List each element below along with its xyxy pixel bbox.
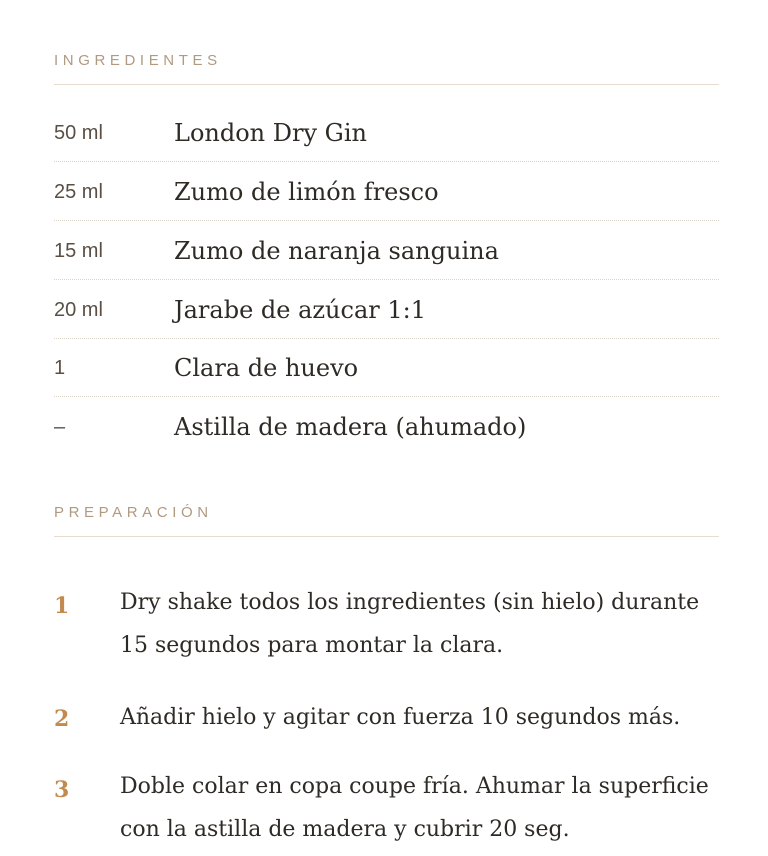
ingredient-name: Clara de huevo [174,354,359,382]
step-text: Dry shake todos los ingredientes (sin hielo) durante 15 segundos para montar la clara. [120,590,700,658]
ingredient-quantity: 1 [54,356,66,379]
ingredient-name: London Dry Gin [174,119,367,147]
ingredient-row [54,104,719,162]
preparation-header: PREPARACIÓN [54,504,213,521]
ingredient-quantity: 15 ml [54,239,103,262]
ingredient-separator [54,279,719,280]
preparation-divider [54,536,719,537]
ingredient-name: Jarabe de azúcar 1:1 [174,296,426,324]
ingredient-quantity: 50 ml [54,121,103,144]
ingredient-quantity: – [54,415,66,438]
step-number: 2 [54,706,70,732]
ingredient-separator [54,396,719,397]
step-text: Doble colar en copa coupe fría. Ahumar la superficie con la astilla de madera y cubrir 20 seg. [120,774,709,842]
ingredient-quantity: 20 ml [54,298,103,321]
ingredient-row [54,281,719,339]
step-number: 3 [54,777,70,803]
ingredient-separator [54,161,719,162]
ingredient-row [54,163,719,221]
ingredient-row [54,222,719,280]
step-text: Añadir hielo y agitar con fuerza 10 segundos más. [120,705,681,730]
ingredients-divider [54,84,719,85]
ingredient-name: Astilla de madera (ahumado) [174,413,527,441]
ingredient-quantity: 25 ml [54,180,103,203]
ingredient-separator [54,220,719,221]
step-number: 1 [54,593,70,619]
ingredient-name: Zumo de naranja sanguina [174,237,499,265]
ingredient-row [54,339,719,397]
ingredient-row [54,398,719,456]
ingredient-name: Zumo de limón fresco [174,178,439,206]
ingredients-header: INGREDIENTES [54,52,222,69]
